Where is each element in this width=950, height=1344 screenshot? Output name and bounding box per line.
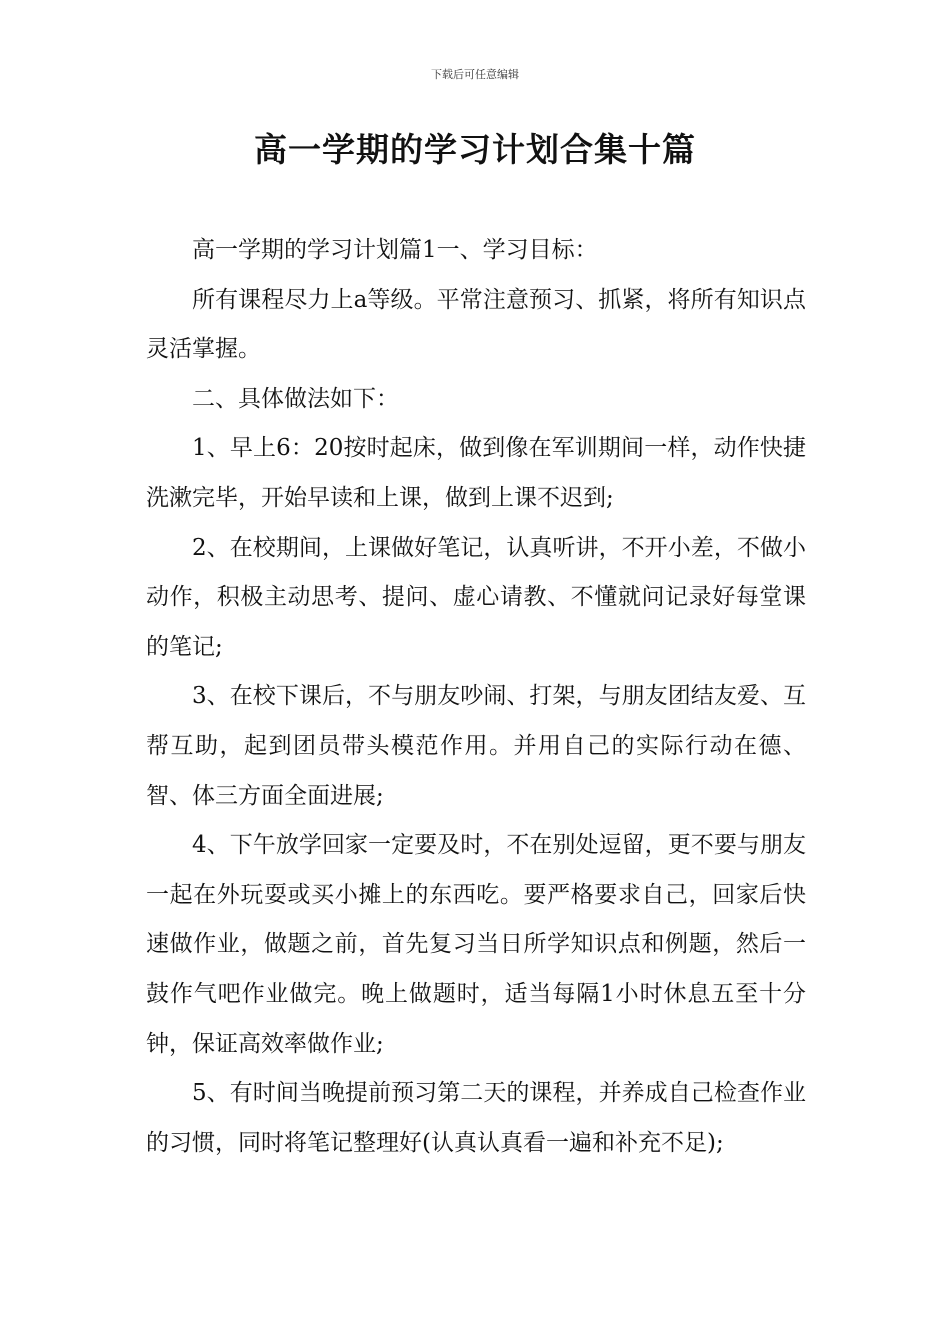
paragraph: 高一学期的学习计划篇1一、学习目标： bbox=[192, 237, 598, 263]
document-body bbox=[146, 226, 806, 1168]
paragraph: 1、早上6：20按时起床，做到像在军训期间一样，动作快捷洗漱完毕，开始早读和上课，做到上课不迟到; bbox=[146, 435, 806, 511]
paragraph: 二、具体做法如下： bbox=[192, 385, 399, 412]
paragraph: 2、在校期间，上课做好笔记，认真听讲，不开小差，不做小动作，积极主动思考、提问、虚心请教、不懂就问记录好每堂课的笔记; bbox=[146, 534, 806, 660]
paragraph: 所有课程尽力上a等级。平常注意预习、抓紧，将所有知识点灵活掌握。 bbox=[146, 286, 806, 363]
paragraph: 5、有时间当晚提前预习第二天的课程，并养成自己检查作业的习惯，同时将笔记整理好(认真认真看一遍和补充不足); bbox=[146, 1080, 806, 1156]
paragraph: 3、在校下课后，不与朋友吵闹、打架，与朋友团结友爱、互帮互助，起到团员带头模范作用。并用自己的实际行动在德、智、体三方面全面进展; bbox=[146, 683, 806, 809]
header-note: 下载后可任意编辑 bbox=[431, 68, 519, 81]
document-title: 高一学期的学习计划合集十篇 bbox=[254, 130, 696, 169]
paragraph: 4、下午放学回家一定要及时，不在别处逗留，更不要与朋友一起在外玩耍或买小摊上的东西吃。要严格要求自己，回家后快速做作业，做题之前，首先复习当日所学知识点和例题，然后一鼓作气吧作业做完。晚上做题时，适当每隔1小时休息五至十分钟，保证高效率做作业; bbox=[146, 832, 806, 1057]
